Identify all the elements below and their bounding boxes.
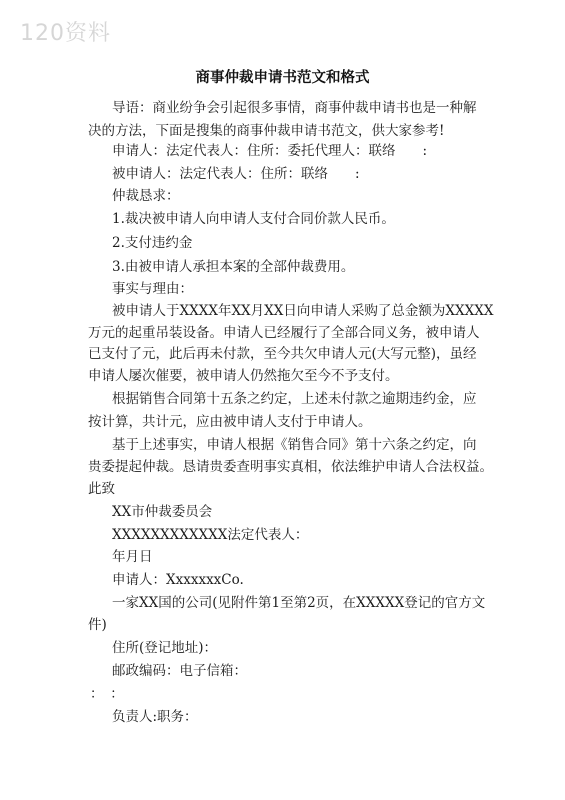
watermark: 120资料 <box>20 21 111 46</box>
postal-email-line: 邮政编码：电子信箱： <box>112 663 247 679</box>
document-title: 商事仲裁申请书范文和格式 <box>195 70 370 86</box>
colon-line: ： ： <box>90 686 124 702</box>
applicant-company: 申请人：XxxxxxxCo. <box>112 572 244 588</box>
facts-line-1: 被申请人于XXXX年XX月XX日向申请人采购了总金额为XXXXX <box>112 303 494 319</box>
respondent-line: 被申请人：法定代表人：住所：联络 : <box>112 166 360 182</box>
applicant-line: 申请人：法定代表人：住所：委托代理人：联络 : <box>112 143 428 159</box>
company-description-1: 一家XX国的公司(见附件第1至第2页，在XXXXX登记的官方文 <box>112 595 486 611</box>
facts-line-7: 基于上述事实，申请人根据《销售合同》第十六条之约定，向 <box>112 437 477 453</box>
facts-line-3: 已支付了元，此后再未付款，至今共欠申请人元(大写元整)，虽经 <box>88 346 477 362</box>
arbitration-commission: XX市仲裁委员会 <box>112 504 213 520</box>
date-line: 年月日 <box>112 549 153 565</box>
claim-1: 1.裁决被申请人向申请人支付合同价款人民币。 <box>112 211 395 227</box>
facts-heading: 事实与理由： <box>112 281 193 297</box>
intro-line-1: 导语：商业纷争会引起很多事情，商事仲裁申请书也是一种解 <box>112 100 477 116</box>
facts-line-6: 按计算，共计元，应由被申请人支付于申请人。 <box>88 414 372 430</box>
address-line: 住所(登记地址)： <box>112 640 218 656</box>
claim-3: 3.由被申请人承担本案的全部仲裁费用。 <box>112 259 355 275</box>
claims-heading: 仲裁恳求： <box>112 188 180 204</box>
intro-line-2: 决的方法，下面是搜集的商事仲裁申请书范文，供大家参考! <box>88 123 445 139</box>
facts-line-8: 贵委提起仲裁。恳请贵委查明事实真相，依法维护申请人合法权益。 <box>88 459 493 475</box>
facts-line-5: 根据销售合同第十五条之约定，上述未付款之逾期违约金，应 <box>112 391 477 407</box>
facts-line-4: 申请人屡次催要，被申请人仍然拖欠至今不予支付。 <box>88 368 399 384</box>
company-description-2: 件) <box>88 617 107 633</box>
facts-line-2: 万元的起重吊装设备。申请人已经履行了全部合同义务，被申请人 <box>88 325 480 341</box>
responsible-person-line: 负责人:职务： <box>112 709 198 725</box>
claim-2: 2.支付违约金 <box>112 235 193 251</box>
legal-representative-line: XXXXXXXXXXXX法定代表人： <box>112 527 309 543</box>
salutation: 此致 <box>88 481 115 497</box>
